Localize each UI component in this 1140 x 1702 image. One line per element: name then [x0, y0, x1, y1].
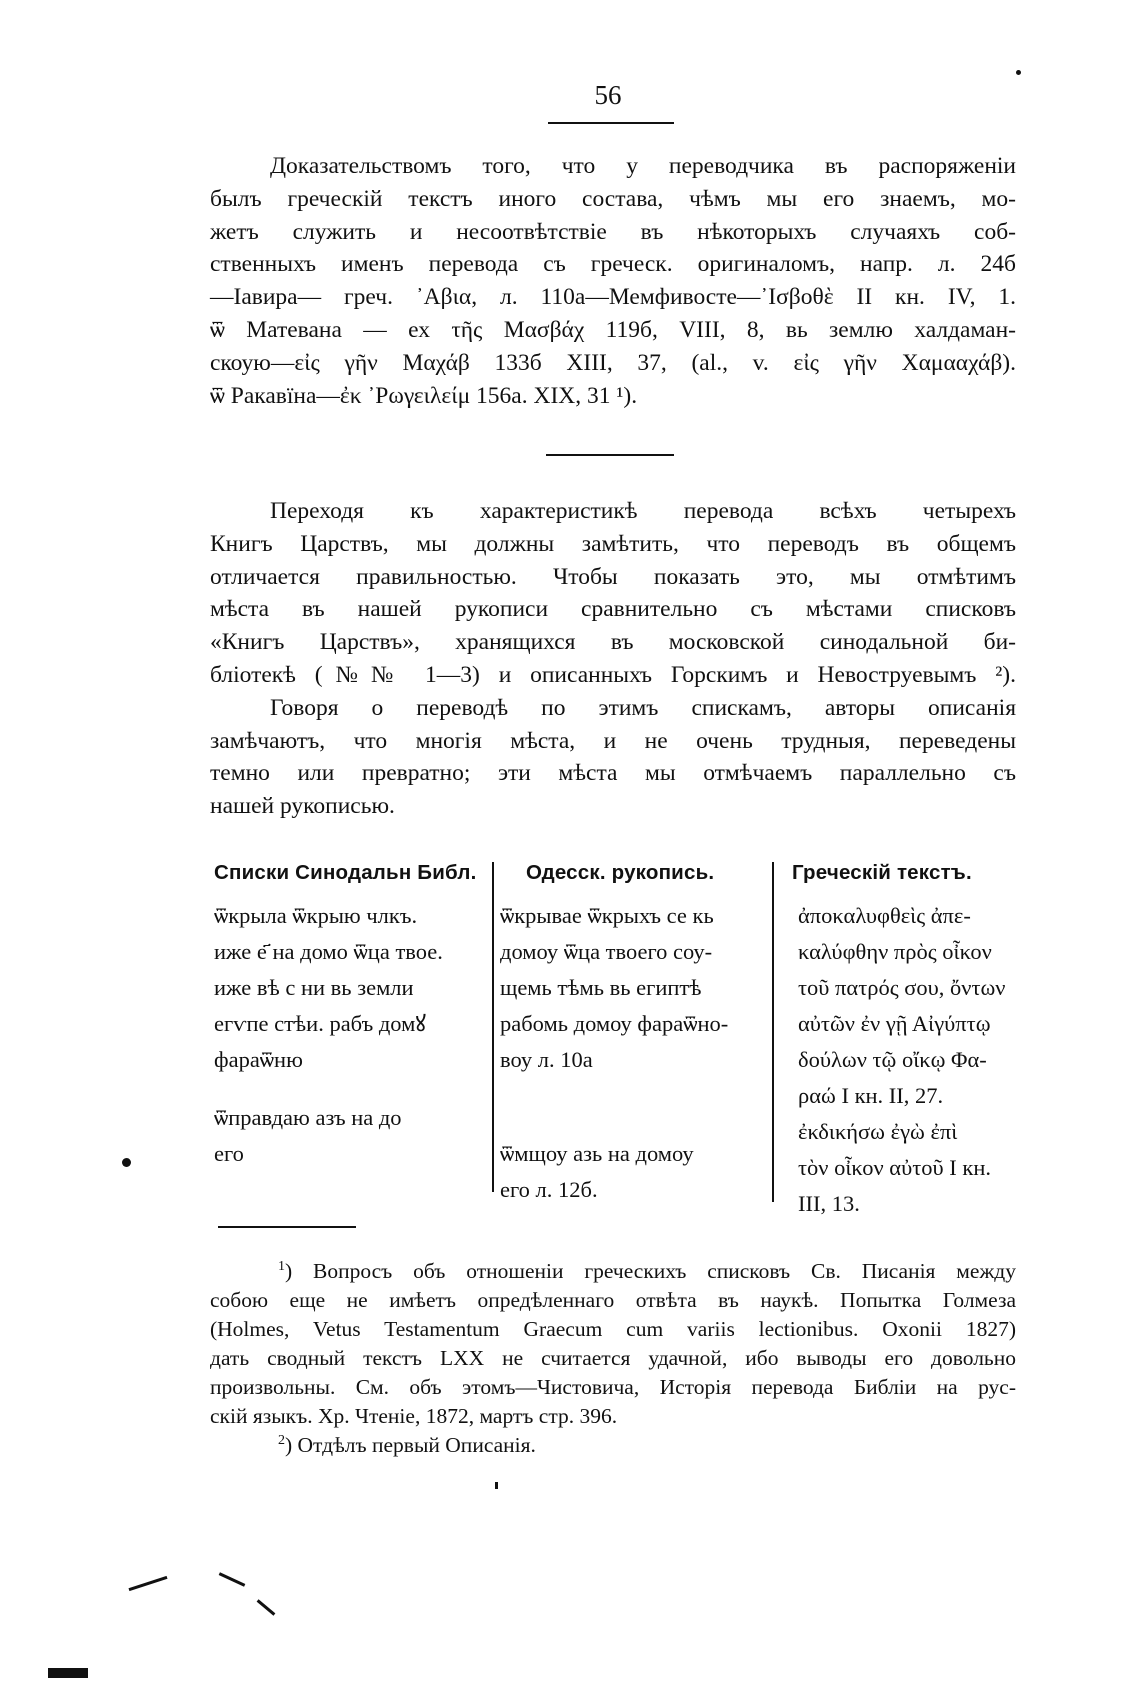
text-line: Доказательствомъ того, что у переводчика въ распоряженіи	[270, 153, 1016, 179]
page-number-rule	[548, 122, 674, 124]
footnote-line-text: ) Отдѣлъ первый Описанія.	[285, 1433, 536, 1458]
scan-speck	[122, 1158, 131, 1167]
column-header: Списки Синодальн Библ.	[214, 861, 477, 884]
column-header: Греческій текстъ.	[792, 861, 972, 884]
footnote-line	[210, 1426, 1016, 1460]
footnote-marker: 1	[278, 1259, 285, 1274]
footnote-rule	[218, 1226, 356, 1228]
footnote-line: произвольны. См. объ этомъ—Чистовича, Исторія перевода Библіи на рус-	[210, 1375, 1016, 1400]
text-line: Книгъ Царствъ, мы должны замѣтить, что переводъ въ общемъ	[210, 530, 1016, 557]
footnote-marker: 2	[278, 1433, 285, 1448]
text-line: ѿ Матевана — ех τῆς Μασβάχ 119б, VIII, 8, вь землю халдаман-	[210, 316, 1016, 343]
table-column-odessa	[500, 858, 768, 1208]
footnote-line: дать сводный текстъ LXX не считается удачной, ибо выводы его довольно	[210, 1346, 1016, 1371]
text-line: «Книгъ Царствъ», хранящихся въ московской синодальной би-	[210, 629, 1016, 656]
cell-gap	[214, 1078, 486, 1100]
table-cell: ἀποκαλυφθεὶς ἀπε- καλύφθην πρὸς οἶκον τοῦ πατρός σου, ὄντων αὐτῶν ἐν γῇ Αἰγύπτῳ δούλων τῷ οἴκῳ Φα- ραώ I кн. II, 27.	[798, 903, 1006, 1108]
text-line: ѿ Ракавїна—ἐκ ᾿Ρωγειλείμ 156а. XIX, 31 ¹).	[210, 382, 638, 409]
table-cell: ἐκδικήσω ἐγὼ ἐπὶ τὸν οἶκον αὐτοῦ I кн. III, 13.	[798, 1119, 991, 1216]
footnote-line: собою еще не имѣетъ опредѣленнаго отвѣта въ наукѣ. Попытка Голмеза	[210, 1288, 1016, 1313]
footnote-line-text: ) Вопросъ объ отношеніи греческихъ списковъ Св. Писанія между	[285, 1259, 1016, 1284]
text-line: бліотекѣ (№№ 1—3) и описанныхъ Горскимъ и Невоструевымъ ²).	[210, 661, 1016, 688]
footnote-line: (Holmes, Vetus Testamentum Graecum cum variis lectionibus. Oxonii 1827)	[210, 1317, 1016, 1342]
footnote-line	[210, 1252, 1016, 1286]
table-cell: ѿкрыла ѿкрыю члкъ. иже е҃ на домо ѿца твое. иже вѣ с ни вь земли егѵпе стѣи. рабъ домꙋ фараѿню	[214, 903, 443, 1072]
scan-smudge	[257, 1599, 276, 1615]
column-divider	[492, 862, 494, 1192]
text-line: нашей рукописью.	[210, 793, 395, 820]
text-line: —Іавира— греч. ᾿Αβια, л. 110а—Мемфивосте—᾿Ισβοθὲ II кн. IV, 1.	[210, 284, 1016, 311]
text-line: скоую—εἰς γῆν Μαχάβ 133б XIII, 37, (al., v. εἰς γῆν Χαμααχάβ).	[210, 349, 1016, 376]
table-cell: ѿкрывае ѿкрыхъ се кь домоу ѿца твоего соу- щемь тѣмь вь египтѣ рабомь домоу фараѿно- воу л. 10а	[500, 903, 729, 1072]
table-column-greek	[782, 858, 1022, 1222]
paragraph-proper-names	[210, 150, 1016, 412]
cell-gap	[500, 1078, 768, 1136]
text-line: Говоря о переводѣ по этимъ спискамъ, авторы описанія	[270, 694, 1016, 721]
scan-speck	[495, 1482, 498, 1489]
table-cell: ѿмщоу азь на домоу его л. 12б.	[500, 1141, 694, 1202]
text-line: ственныхъ именъ перевода съ греческ. оригиналомъ, напр. л. 24б	[210, 251, 1016, 278]
table-cell: ѿправдаю азъ на до его	[214, 1105, 402, 1166]
section-divider	[546, 454, 674, 456]
scan-smudge	[129, 1576, 168, 1591]
column-divider	[772, 862, 774, 1202]
footnote-1	[210, 1252, 1016, 1431]
table-column-synodal	[214, 858, 486, 1172]
text-line: жетъ служить и несоотвѣтствіе въ нѣкоторыхъ случаяхъ соб-	[210, 218, 1016, 245]
text-line: отличается правильностью. Чтобы показать это, мы отмѣтимъ	[210, 563, 1016, 590]
paragraph-translation-characteristic	[210, 495, 1016, 823]
text-line: замѣчаютъ, что многія мѣста, и не очень трудныя, переведены	[210, 727, 1016, 754]
column-header: Одесск. рукопись.	[526, 861, 715, 884]
text-line: темно или превратно; эти мѣста мы отмѣчаемъ параллельно съ	[210, 760, 1016, 787]
text-line: былъ греческій текстъ иного состава, чѣмъ мы его знаемъ, мо-	[210, 185, 1016, 212]
text-line: Переходя къ характеристикѣ перевода всѣхъ четырехъ	[270, 498, 1016, 524]
page-number: 56	[594, 80, 622, 110]
footnote-2	[210, 1426, 1016, 1460]
scan-smudge	[219, 1572, 246, 1587]
scan-smudge	[48, 1668, 88, 1678]
scan-speck	[1016, 70, 1021, 75]
footnote-line: скій языкъ. Хр. Чтеніе, 1872, мартъ стр. 396.	[210, 1404, 618, 1429]
text-line: мѣста въ нашей рукописи сравнительно съ мѣстами списковъ	[210, 596, 1016, 623]
